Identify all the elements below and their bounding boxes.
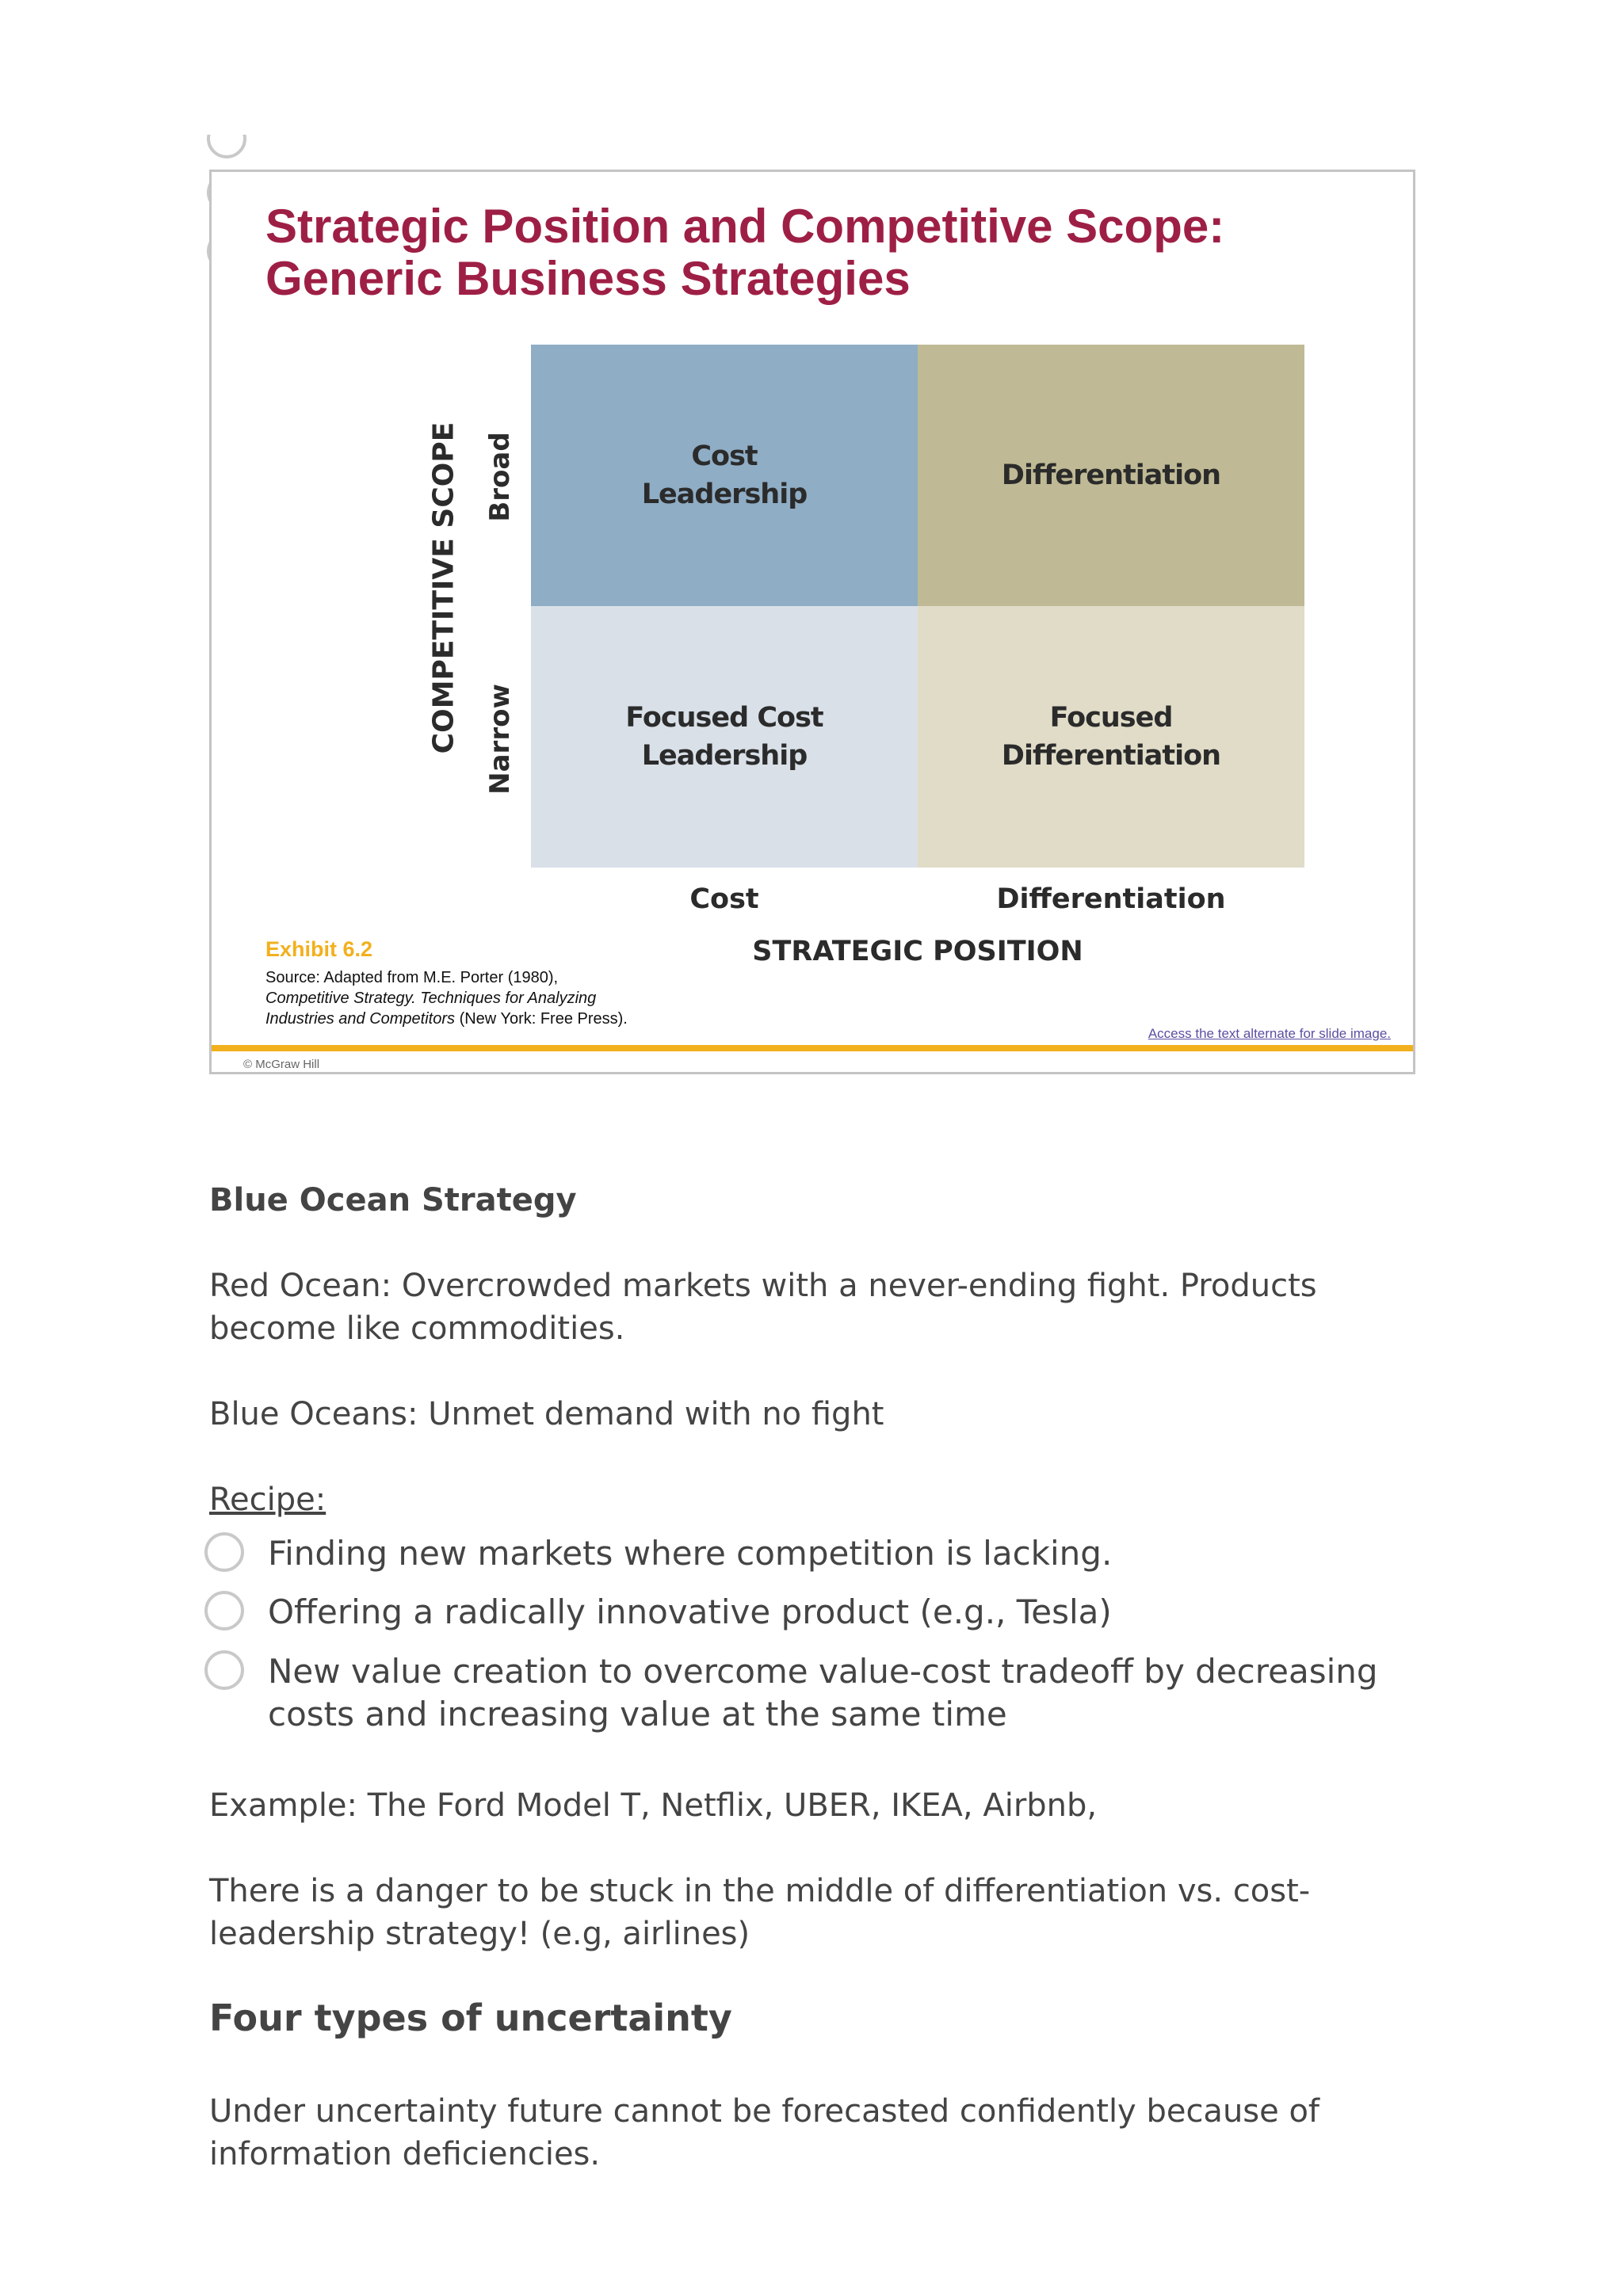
y-tick-narrow: Narrow	[484, 684, 516, 795]
matrix-cell-cost-leadership	[531, 345, 918, 606]
exhibit-label: Exhibit 6.2	[265, 937, 373, 961]
y-axis-title: COMPETITIVE SCOPE	[427, 421, 460, 754]
matrix-cell-differentiation	[918, 345, 1304, 606]
paragraph-example: Example: The Ford Model T, Netflix, UBER, IKEA, Airbnb,	[209, 1787, 1098, 1824]
recipe-item: New value creation to overcome value-cost tradeoff by decreasing costs and increasing value at the same time	[268, 1652, 1378, 1733]
checkbox-circle[interactable]	[204, 1650, 244, 1690]
recipe-item: Offering a radically innovative product (e.g., Tesla)	[268, 1592, 1112, 1631]
matrix-cell-focused-cost-leadership	[531, 606, 918, 868]
source-publisher: (New York: Free Press).	[455, 1010, 628, 1028]
matrix-cell-label: Differentiation	[1001, 460, 1221, 491]
slide-title-line2: Generic Business Strategies	[265, 252, 911, 305]
paragraph-uncertainty: Under uncertainty future cannot be forecasted confidently because of information deficiencies.	[209, 2093, 1320, 2172]
checkbox-circle[interactable]	[204, 1532, 244, 1572]
x-tick-cost: Cost	[689, 883, 759, 915]
x-tick-differentiation: Differentiation	[996, 883, 1226, 915]
matrix-cell-focused-differentiation	[918, 606, 1304, 868]
recipe-label: Recipe:	[209, 1482, 327, 1518]
heading-uncertainty: Four types of uncertainty	[209, 1997, 732, 2039]
source-citation	[265, 967, 709, 1029]
matrix-cell-label: Cost Leadership	[641, 441, 808, 510]
paragraph-red-ocean: Red Ocean: Overcrowded markets with a never-ending fight. Products become like commodities.	[209, 1268, 1317, 1347]
matrix-cell-label: Focused Cost Leadership	[625, 702, 823, 772]
paragraph-danger: There is a danger to be stuck in the middle of differentiation vs. cost-leadership strategy! (e.g, airlines)	[209, 1873, 1311, 1952]
matrix-cell-label: Focused Differentiation	[1001, 702, 1221, 772]
source-book-title: Competitive Strategy. Techniques for Analyzing	[265, 990, 597, 1007]
x-axis-title: STRATEGIC POSITION	[752, 936, 1083, 967]
slide-footer-bar	[212, 1045, 1413, 1051]
source-line: Source: Adapted from M.E. Porter (1980),	[265, 969, 559, 986]
copyright: © McGraw Hill	[243, 1058, 320, 1071]
y-tick-broad: Broad	[484, 432, 516, 522]
strategy-matrix	[531, 345, 1304, 868]
checkbox-circle[interactable]	[204, 1591, 244, 1630]
checkbox-circle[interactable]	[207, 119, 246, 158]
source-book-title-cont: Industries and Competitors	[265, 1010, 456, 1028]
slide-image	[209, 170, 1415, 1074]
slide-title	[265, 200, 1224, 305]
recipe-item: Finding new markets where competition is lacking.	[268, 1534, 1113, 1573]
text-alternate-link[interactable]: Access the text alternate for slide image.	[1148, 1026, 1391, 1041]
heading-blue-ocean: Blue Ocean Strategy	[209, 1182, 577, 1219]
slide-title-line1: Strategic Position and Competitive Scope:	[265, 200, 1225, 253]
paragraph-blue-oceans: Blue Oceans: Unmet demand with no fight	[209, 1396, 884, 1432]
